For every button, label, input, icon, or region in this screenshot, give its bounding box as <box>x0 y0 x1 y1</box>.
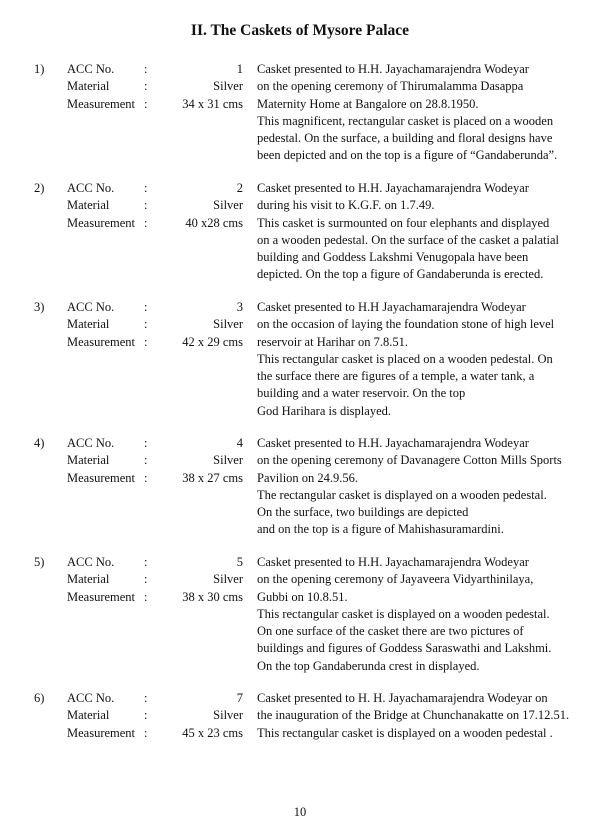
description-line: on the occasion of laying the foundation stone of high level <box>257 317 555 332</box>
material-label: Material <box>67 708 110 723</box>
entry-description <box>257 61 587 165</box>
description-line: been depicted and on the top is a figure of “Gandaberunda”. <box>257 148 558 163</box>
acc-value: 7 <box>236 691 243 705</box>
measurement-value: 42 x 29 cms <box>182 334 243 349</box>
description-line: Casket presented to H.H. Jayachamarajendra Wodeyar <box>257 181 529 195</box>
description-line: On the surface, two buildings are depicted <box>257 505 469 520</box>
description-line: the inauguration of the Bridge at Chunchanakatte on 17.12.51. <box>257 708 570 723</box>
description-line: The rectangular casket is displayed on a wooden pedestal. <box>257 487 547 502</box>
colon: : <box>144 453 148 468</box>
colon: : <box>144 334 148 349</box>
description-line: This rectangular casket is displayed on a wooden pedestal. <box>257 606 550 621</box>
description-line: Gubbi on 10.8.51. <box>257 589 348 604</box>
entry-number: 1) <box>34 62 45 76</box>
entry-description <box>257 180 587 284</box>
colon: : <box>144 572 148 587</box>
description-line: Pavilion on 24.9.56. <box>257 470 359 485</box>
colon: : <box>144 62 148 76</box>
entry-number: 6) <box>34 691 45 705</box>
entry-description <box>257 299 587 420</box>
entry-number: 3) <box>34 300 45 314</box>
colon: : <box>144 470 148 485</box>
colon: : <box>144 691 148 705</box>
page-number: 10 <box>293 805 307 819</box>
description-line: This magnificent, rectangular casket is placed on a wooden <box>257 113 554 128</box>
material-label: Material <box>67 198 110 213</box>
acc-value: 1 <box>236 62 243 76</box>
description-line: Casket presented to H.H. Jayachamarajendra Wodeyar <box>257 62 529 76</box>
material-label: Material <box>67 453 110 468</box>
description-line: Casket presented to H. H. Jayachamarajendra Wodeyar on <box>257 691 548 705</box>
acc-value: 3 <box>236 300 243 314</box>
description-line: depicted. On the top a figure of Gandaberunda is erected. <box>257 267 544 282</box>
colon: : <box>144 96 148 111</box>
entry-description <box>257 690 587 742</box>
material-value: Silver <box>213 453 243 468</box>
description-line: This rectangular casket is displayed on a wooden pedestal . <box>257 725 553 740</box>
colon: : <box>144 198 148 213</box>
acc-label: ACC No. <box>67 181 115 195</box>
measurement-label: Measurement <box>67 96 136 111</box>
entry-number: 2) <box>34 181 45 195</box>
colon: : <box>144 181 148 195</box>
colon: : <box>144 725 148 740</box>
entry-description <box>257 554 587 675</box>
description-line: building and Goddess Lakshmi Venugopala have been <box>257 250 529 265</box>
acc-value: 2 <box>236 181 243 195</box>
measurement-label: Measurement <box>67 589 136 604</box>
measurement-label: Measurement <box>67 215 136 230</box>
description-line: Casket presented to H.H Jayachamarajendra Wodeyar <box>257 300 526 314</box>
material-value: Silver <box>213 198 243 213</box>
description-line: On one surface of the casket there are two pictures of <box>257 624 524 639</box>
page-title: II. The Caskets of Mysore Palace <box>190 22 410 39</box>
entry-number: 4) <box>34 436 45 450</box>
measurement-value: 34 x 31 cms <box>182 96 243 111</box>
description-line: the surface there are figures of a temple, a water tank, a <box>257 369 535 384</box>
colon: : <box>144 555 148 569</box>
material-value: Silver <box>213 79 243 94</box>
material-label: Material <box>67 79 110 94</box>
description-line: during his visit to K.G.F. on 1.7.49. <box>257 198 435 213</box>
colon: : <box>144 300 148 314</box>
colon: : <box>144 317 148 332</box>
description-line: and on the top is a figure of Mahishasuramardini. <box>257 522 504 537</box>
measurement-value: 45 x 23 cms <box>182 725 243 740</box>
material-value: Silver <box>213 572 243 587</box>
acc-value: 4 <box>236 436 243 450</box>
description-line: On the top Gandaberunda crest in displayed. <box>257 658 480 673</box>
measurement-value: 38 x 30 cms <box>182 589 243 604</box>
description-line: Maternity Home at Bangalore on 28.8.1950. <box>257 96 479 111</box>
colon: : <box>144 436 148 450</box>
material-value: Silver <box>213 708 243 723</box>
description-line: on the opening ceremony of Davanagere Cotton Mills Sports <box>257 453 562 468</box>
description-line: on the opening ceremony of Jayaveera Vidyarthinilaya, <box>257 572 534 587</box>
description-line: on a wooden pedestal. On the surface of the casket a palatial <box>257 232 559 247</box>
description-line: on the opening ceremony of Thirumalamma Dasappa <box>257 79 524 94</box>
acc-label: ACC No. <box>67 300 115 314</box>
description-line: reservoir at Harihar on 7.8.51. <box>257 334 408 349</box>
description-line: God Harihara is displayed. <box>257 403 391 418</box>
measurement-label: Measurement <box>67 725 136 740</box>
acc-value: 5 <box>236 555 243 569</box>
measurement-value: 38 x 27 cms <box>182 470 243 485</box>
colon: : <box>144 708 148 723</box>
description-line: Casket presented to H.H. Jayachamarajendra Wodeyar <box>257 555 529 569</box>
description-line: pedestal. On the surface, a building and floral designs have <box>257 131 553 146</box>
material-label: Material <box>67 317 110 332</box>
entry-number: 5) <box>34 555 45 569</box>
acc-label: ACC No. <box>67 436 115 450</box>
acc-label: ACC No. <box>67 62 115 76</box>
description-line: This casket is surmounted on four elephants and displayed <box>257 215 550 230</box>
colon: : <box>144 589 148 604</box>
acc-label: ACC No. <box>67 691 115 705</box>
measurement-label: Measurement <box>67 470 136 485</box>
material-value: Silver <box>213 317 243 332</box>
measurement-value: 40 x28 cms <box>185 215 243 230</box>
description-line: buildings and figures of Goddess Saraswathi and Lakshmi. <box>257 641 552 656</box>
description-line: building and a water reservoir. On the top <box>257 386 466 401</box>
description-line: Casket presented to H.H. Jayachamarajendra Wodeyar <box>257 436 529 450</box>
colon: : <box>144 79 148 94</box>
entry-description <box>257 435 587 539</box>
measurement-label: Measurement <box>67 334 136 349</box>
description-line: This rectangular casket is placed on a wooden pedestal. On <box>257 351 553 366</box>
colon: : <box>144 215 148 230</box>
acc-label: ACC No. <box>67 555 115 569</box>
material-label: Material <box>67 572 110 587</box>
